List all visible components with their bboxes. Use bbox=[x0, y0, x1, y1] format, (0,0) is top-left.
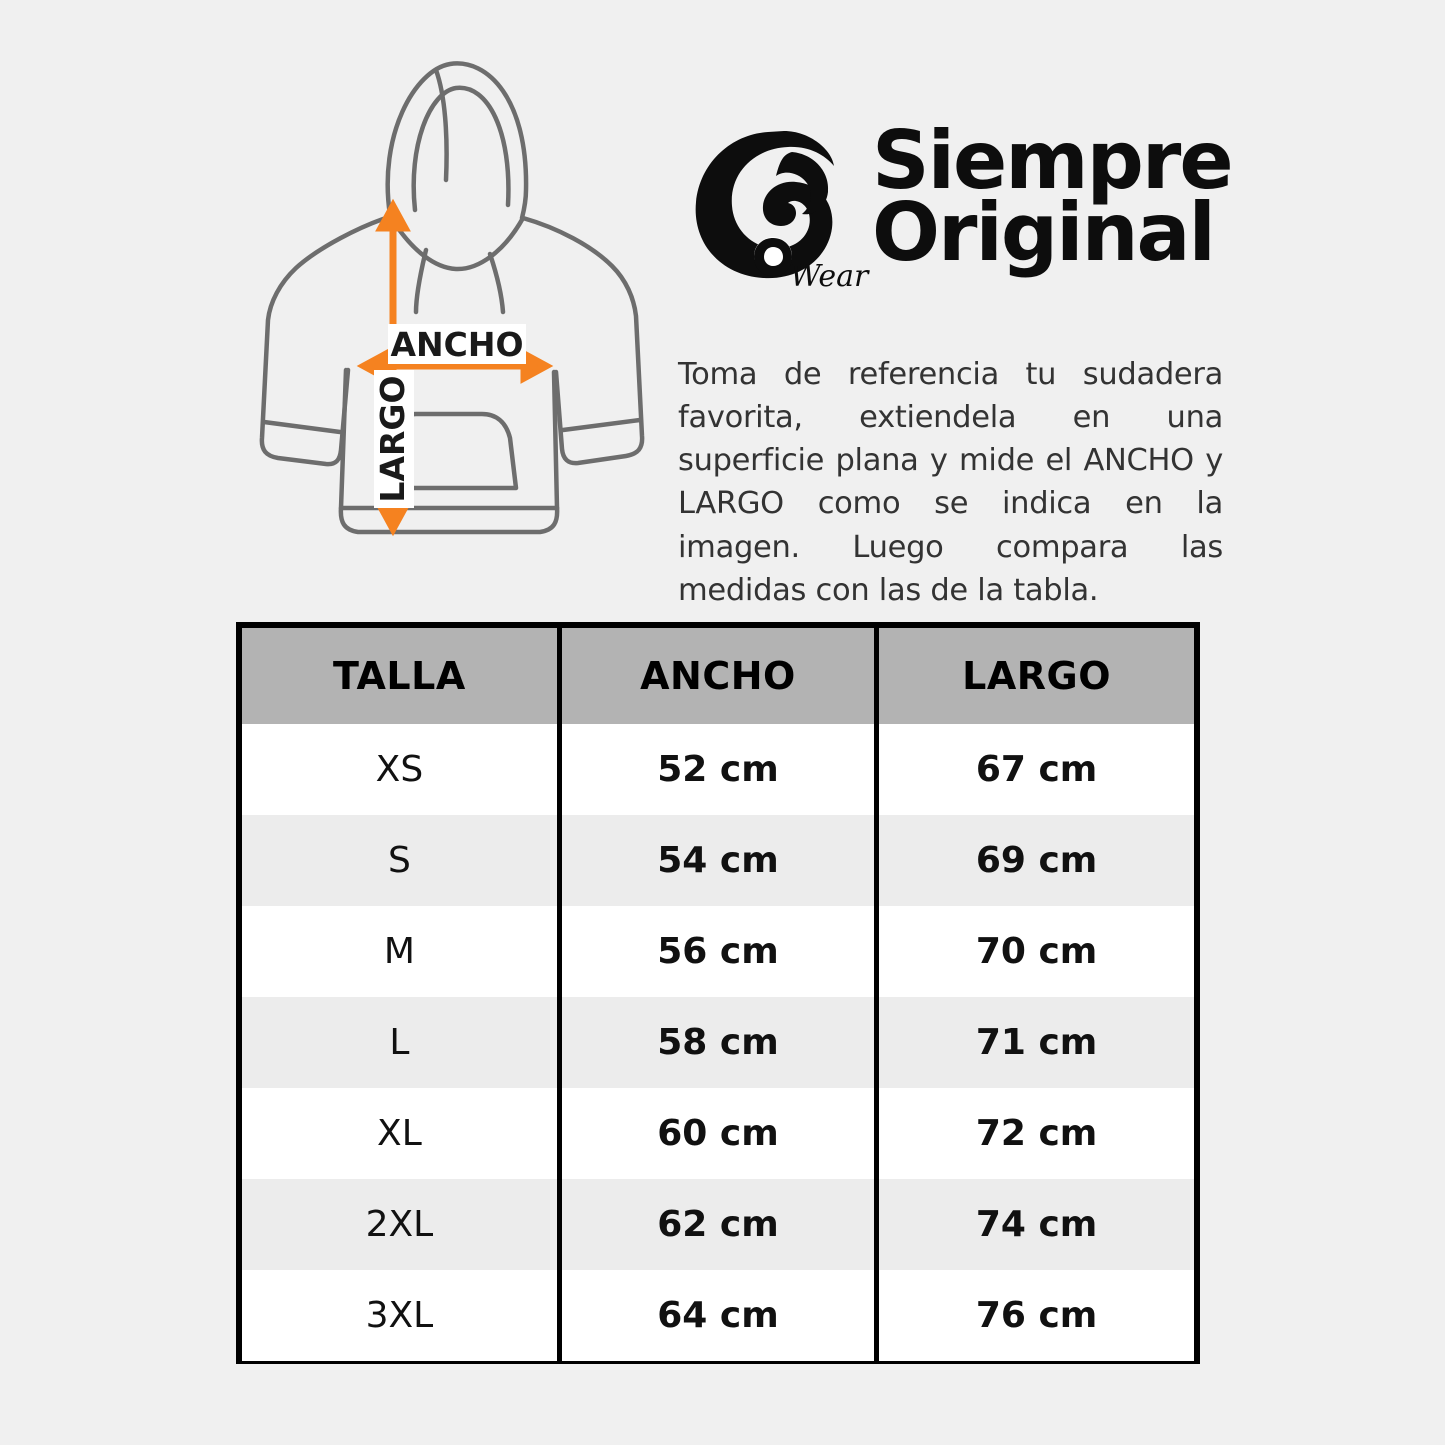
hoodie-diagram bbox=[240, 40, 660, 570]
header-talla: TALLA bbox=[242, 628, 559, 724]
table-row bbox=[242, 1088, 1194, 1179]
instructions-text: Toma de referencia tu sudadera favorita, extiendela en una superficie plana y mide el ANCHO y LARGO como se indica en la imagen. Luego compara las medidas con las de la tabla. bbox=[678, 356, 1223, 608]
cell-talla: XL bbox=[242, 1088, 559, 1179]
cell-largo: 67 cm bbox=[877, 724, 1194, 815]
cell-largo: 74 cm bbox=[877, 1179, 1194, 1270]
header-largo: LARGO bbox=[877, 628, 1194, 724]
cell-ancho: 56 cm bbox=[559, 906, 876, 997]
size-table-head bbox=[242, 628, 1194, 724]
cell-largo: 70 cm bbox=[877, 906, 1194, 997]
cell-ancho: 54 cm bbox=[559, 815, 876, 906]
table-row bbox=[242, 906, 1194, 997]
brand-name-line1: Siempre bbox=[872, 114, 1232, 207]
cell-talla: XS bbox=[242, 724, 559, 815]
size-table-container bbox=[236, 622, 1200, 1364]
brand-sub: Wear bbox=[790, 259, 869, 294]
cell-talla: S bbox=[242, 815, 559, 906]
cell-largo: 71 cm bbox=[877, 997, 1194, 1088]
cell-ancho: 52 cm bbox=[559, 724, 876, 815]
flame-swirl-icon bbox=[696, 131, 834, 278]
cell-talla: M bbox=[242, 906, 559, 997]
cell-ancho: 62 cm bbox=[559, 1179, 876, 1270]
cell-talla: L bbox=[242, 997, 559, 1088]
brand-logo bbox=[672, 110, 1232, 310]
table-row bbox=[242, 1270, 1194, 1361]
table-row bbox=[242, 724, 1194, 815]
ancho-label: ANCHO bbox=[390, 325, 524, 364]
cell-ancho: 60 cm bbox=[559, 1088, 876, 1179]
header-ancho: ANCHO bbox=[559, 628, 876, 724]
cell-largo: 69 cm bbox=[877, 815, 1194, 906]
cell-ancho: 58 cm bbox=[559, 997, 876, 1088]
table-row bbox=[242, 1179, 1194, 1270]
header-section bbox=[0, 0, 1445, 608]
largo-label: LARGO bbox=[373, 375, 412, 503]
size-table-body bbox=[242, 724, 1194, 1361]
cell-largo: 76 cm bbox=[877, 1270, 1194, 1361]
cell-largo: 72 cm bbox=[877, 1088, 1194, 1179]
size-table bbox=[242, 628, 1194, 1361]
cell-talla: 3XL bbox=[242, 1270, 559, 1361]
table-row bbox=[242, 997, 1194, 1088]
cell-talla: 2XL bbox=[242, 1179, 559, 1270]
table-row bbox=[242, 815, 1194, 906]
table-header-row bbox=[242, 628, 1194, 724]
cell-ancho: 64 cm bbox=[559, 1270, 876, 1361]
brand-name-line2: Original bbox=[872, 186, 1214, 279]
